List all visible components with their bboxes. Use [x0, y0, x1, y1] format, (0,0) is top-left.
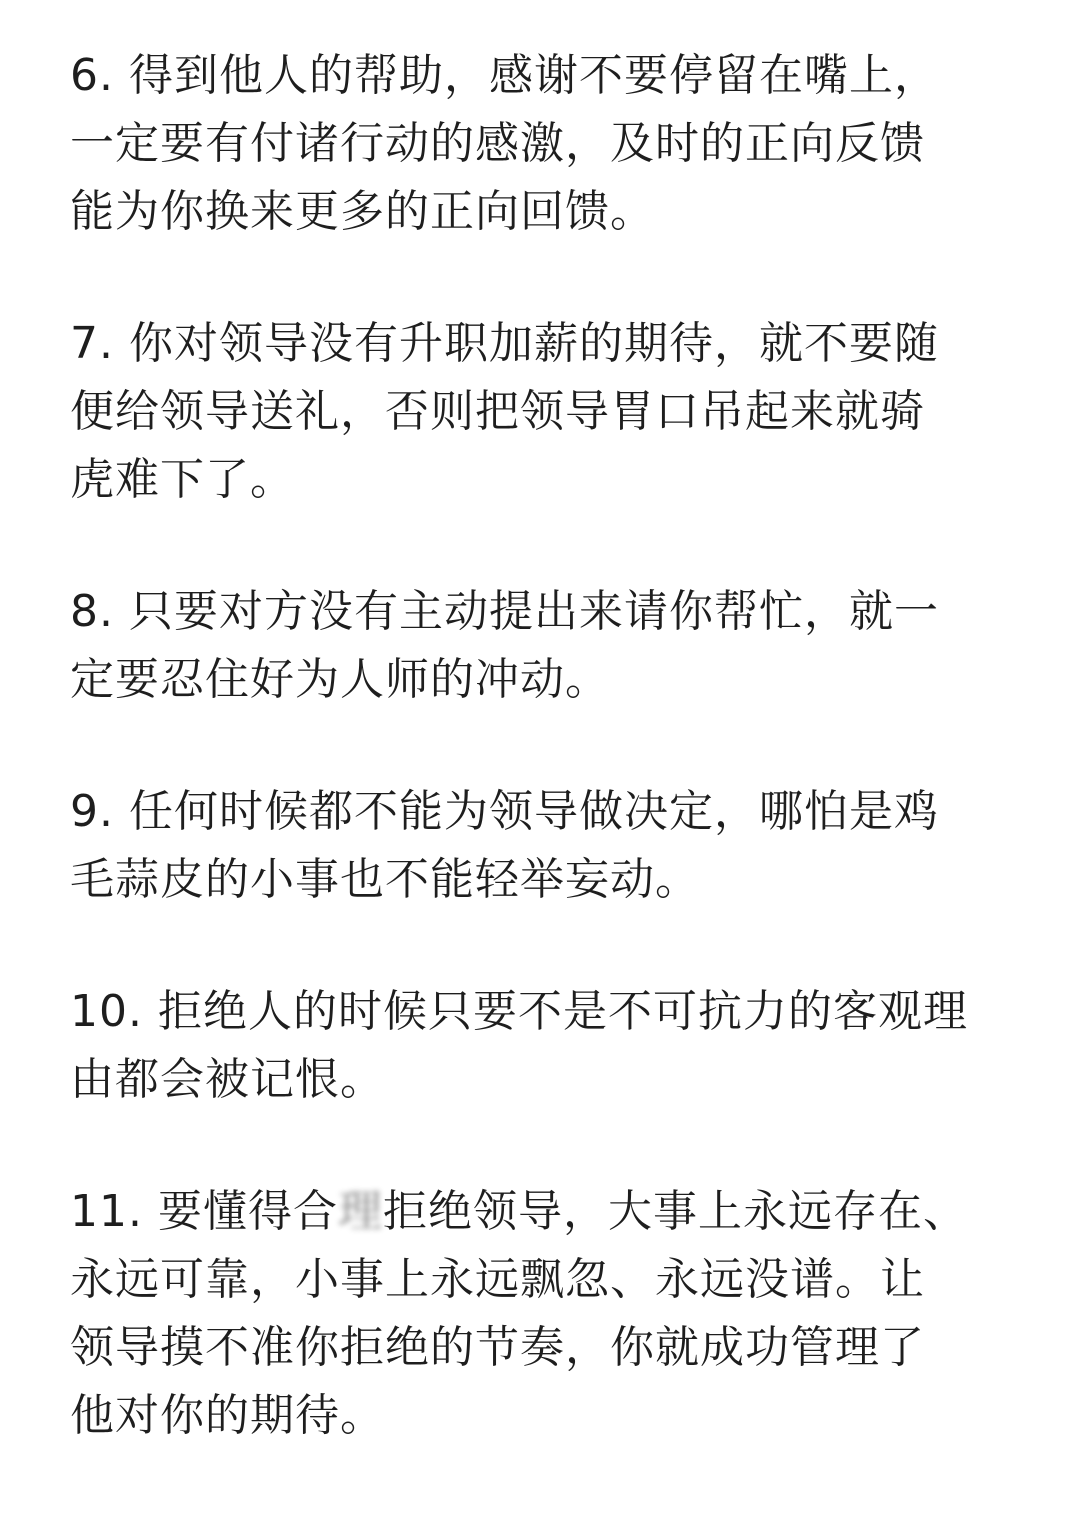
list-item-10 — [70, 978, 1030, 1114]
text-line: 便给领导送礼，否则把领导胃口吊起来就骑 — [70, 386, 925, 437]
text-line: 8. 只要对方没有主动提出来请你帮忙，就一 — [70, 586, 939, 637]
text-line: 由都会被记恨。 — [70, 1054, 385, 1105]
text-line: 定要忍住好为人师的冲动。 — [70, 654, 610, 705]
text-line: 虎难下了。 — [70, 454, 295, 505]
list-item-9 — [70, 778, 1030, 914]
text-line — [70, 1178, 1030, 1246]
document-body — [70, 42, 1030, 1514]
text-line: 9. 任何时候都不能为领导做决定，哪怕是鸡 — [70, 786, 939, 837]
list-item-7 — [70, 310, 1030, 514]
text-line: 毛蒜皮的小事也不能轻举妄动。 — [70, 854, 700, 905]
text-line: 6. 得到他人的帮助，感谢不要停留在嘴上， — [70, 50, 939, 101]
text-line: 领导摸不准你拒绝的节奏，你就成功管理了 — [70, 1322, 925, 1373]
text-line: 能为你换来更多的正向回馈。 — [70, 186, 655, 237]
list-item-6 — [70, 42, 1030, 246]
text-line: 10. 拒绝人的时候只要不是不可抗力的客观理 — [70, 986, 968, 1037]
text-line: 7. 你对领导没有升职加薪的期待，就不要随 — [70, 318, 939, 369]
list-item-11 — [70, 1178, 1030, 1450]
text-line: 他对你的期待。 — [70, 1390, 385, 1441]
text-segment: 拒绝领导，大事上永远存在、 — [382, 1186, 968, 1237]
text-line: 一定要有付诸行动的感激，及时的正向反馈 — [70, 118, 925, 169]
text-segment: 11. 要懂得合 — [70, 1186, 338, 1237]
list-item-8 — [70, 578, 1030, 714]
blurred-text: 理 — [337, 1186, 383, 1237]
text-line: 永远可靠，小事上永远飘忽、永远没谱。让 — [70, 1254, 925, 1305]
